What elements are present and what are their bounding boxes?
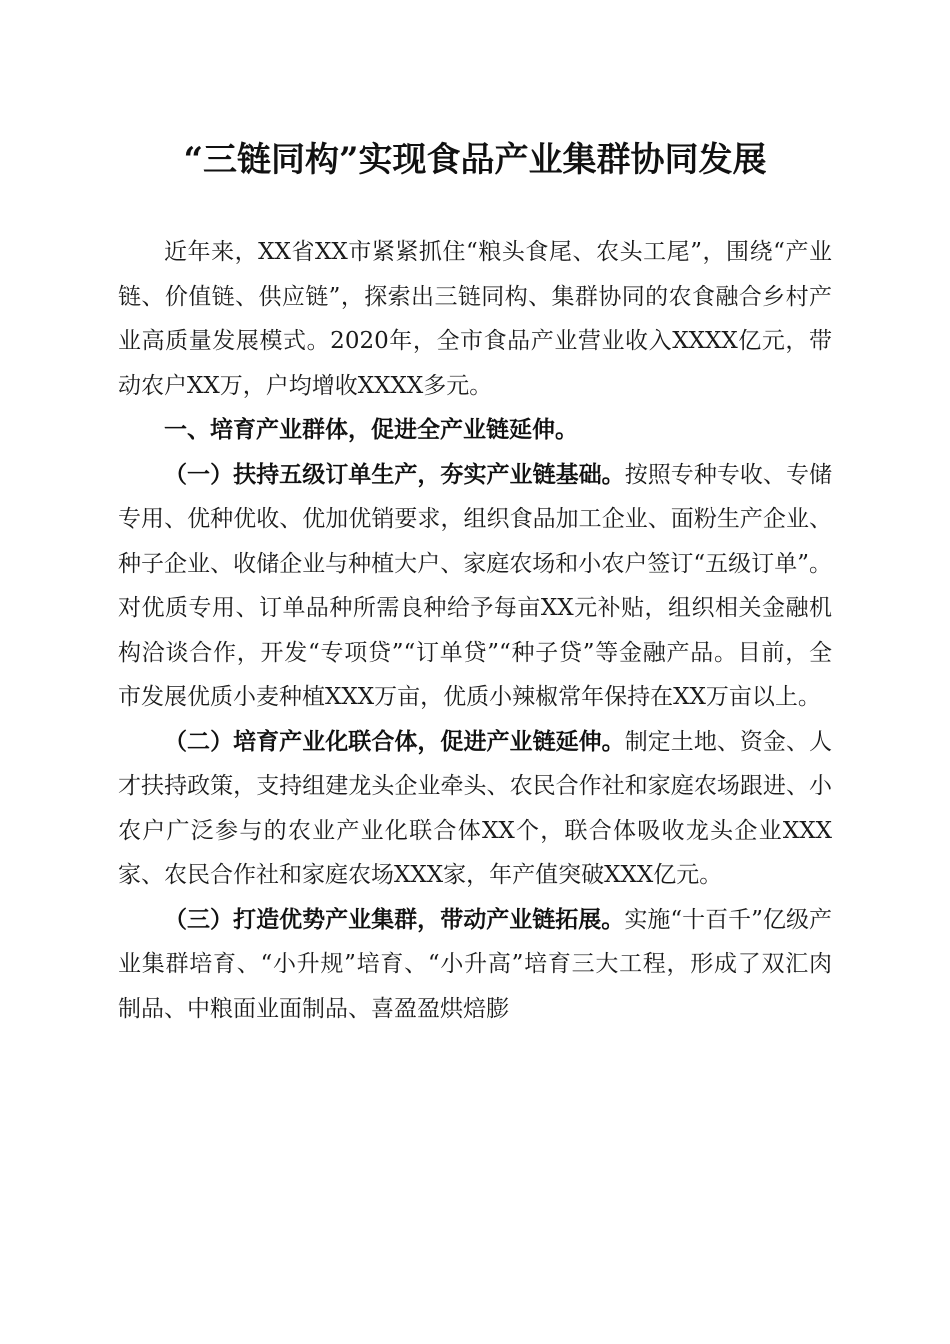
- section-heading: 一、培育产业群体，促进全产业链延伸。: [164, 417, 578, 443]
- intro-paragraph: 近年来，XX省XX市紧紧抓住“粮头食尾、农头工尾”，围绕“产业链、价值链、供应链”，探索出三链同构、集群协同的农食融合乡村产业高质量发展模式。2020年，全市食品产业营业收入XXXX亿元，带动农户XX万，户均增收XXXX多元。: [118, 239, 832, 399]
- item-text-1: 按照专种专收、专储专用、优种优收、优加优销要求，组织食品加工企业、面粉生产企业、种子企业、收储企业与种植大户、家庭农场和小农户签订“五级订单”。对优质专用、订单品种所需良种给予每亩XX元补贴，组织相关金融机构洽谈合作，开发“专项贷”“订单贷”“种子贷”等金融产品。目前，全市发展优质小麦种植XXX万亩，优质小辣椒常年保持在XX万亩以上。: [118, 461, 833, 710]
- item-lead-2: （二）培育产业化联合体，促进产业链延伸。: [164, 727, 625, 755]
- document-body: [118, 230, 832, 1031]
- item-text-2: 制定土地、资金、人才扶持政策，支持组建龙头企业牵头、农民合作社和家庭农场跟进、小农户广泛参与的农业产业化联合体XX个，联合体吸收龙头企业XXX家、农民合作社和家庭农场XXX家，年产值突破XXX亿元。: [118, 728, 833, 888]
- item-lead-1: （一）扶持五级订单生产，夯实产业链基础。: [164, 460, 625, 488]
- item-lead-3: （三）打造优势产业集群，带动产业链拓展。: [164, 905, 625, 933]
- item-paragraph-3: [118, 898, 832, 1032]
- item-text-3: 实施“十百千”亿级产业集群培育、“小升规”培育、“小升高”培育三大工程，形成了双汇肉制品、中粮面业面制品、喜盈盈烘焙膨: [118, 906, 832, 1022]
- item-paragraph-2: [118, 720, 832, 898]
- item-paragraph-1: [118, 453, 832, 720]
- document-title: “三链同构”实现食品产业集群协同发展: [183, 140, 767, 180]
